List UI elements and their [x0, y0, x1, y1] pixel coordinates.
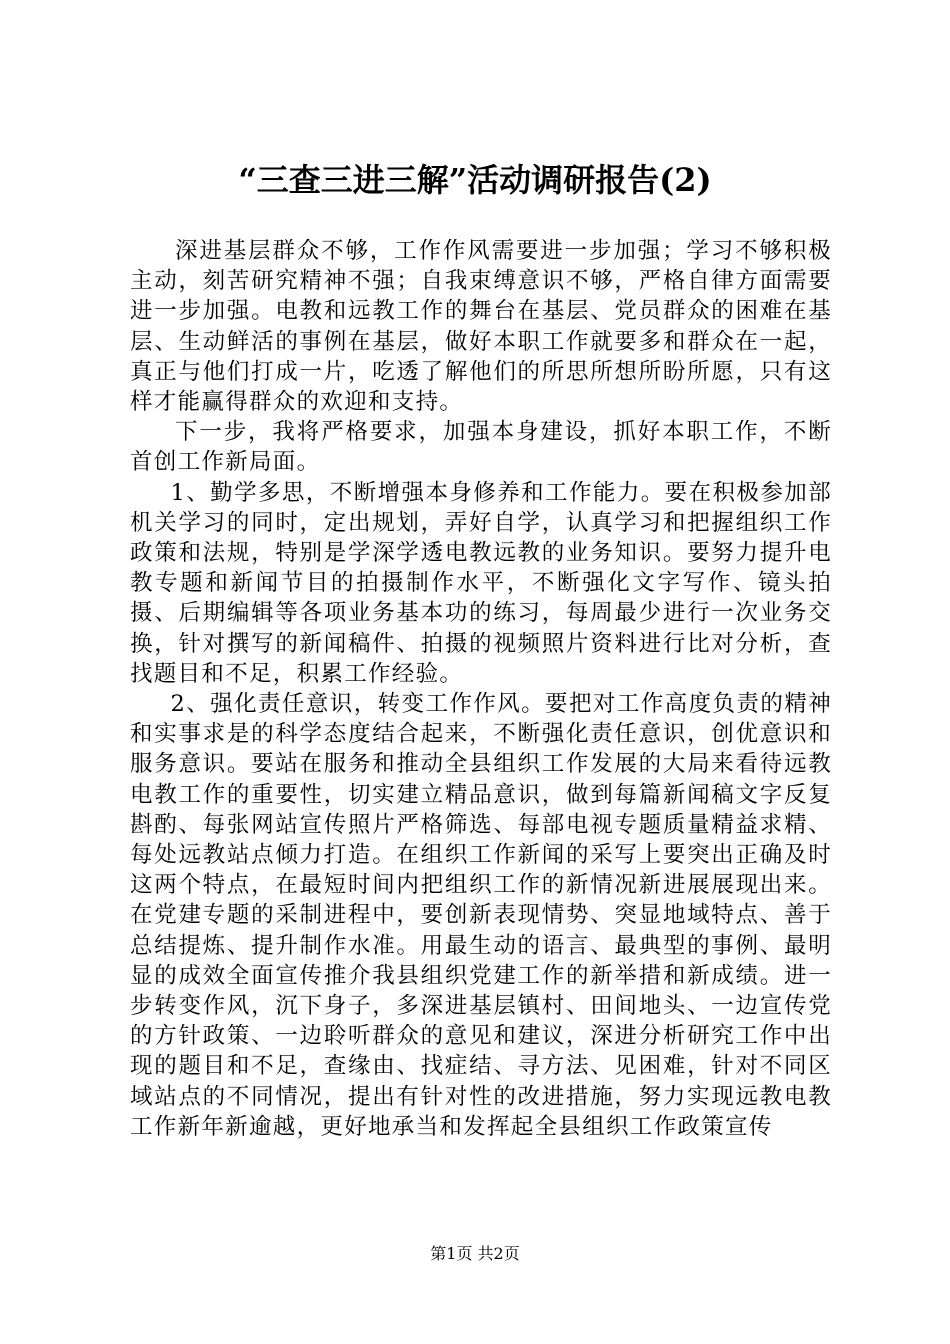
body-paragraph: 下一步，我将严格要求，加强本身建设，抓好本职工作，不断首创工作新局面。 — [130, 419, 832, 476]
body-paragraph: 深进基层群众不够，工作作风需要进一步加强；学习不够积极主动，刻苦研究精神不强；自我束缚意识不够，严格自律方面需要进一步加强。电教和远教工作的舞台在基层、党员群众的困难在基层、生动鲜活的事例在基层，做好本职工作就要多和群众在一起，真正与他们打成一片，吃透了解他们的所思所想所盼所愿，只有这样才能赢得群众的欢迎和支持。 — [130, 238, 832, 416]
body-paragraph: 2、强化责任意识，转变工作作风。要把对工作高度负责的精神和实事求是的科学态度结合起来，不断强化责任意识，创优意识和服务意识。要站在服务和推动全县组织工作发展的大局来看待远教电教工作的重要性，切实建立精品意识，做到每篇新闻稿文字反复斟酌、每张网站宣传照片严格筛选、每部电视专题质量精益求精、每处远教站点倾力打造。在组织工作新闻的采写上要突出正确及时这两个特点，在最短时间内把组织工作的新情况新进展展现出来。在党建专题的采制进程中，要创新表现情势、突显地域特点、善于总结提炼、提升制作水准。用最生动的语言、最典型的事例、最明显的成效全面宣传推介我县组织党建工作的新举措和新成绩。进一步转变作风，沉下身子，多深进基层镇村、田间地头、一边宣传党的方针政策、一边聆听群众的意见和建议，深进分析研究工作中出现的题目和不足，查缘由、找症结、寻方法、见困难，针对不同区域站点的不同情况，提出有针对性的改进措施，努力实现远教电教工作新年新逾越，更好地承当和发挥起全县组织工作政策宣传 — [130, 691, 832, 1140]
document-title: “三查三进三解”活动调研报告(2) — [238, 161, 712, 199]
document-body — [130, 236, 832, 1142]
body-paragraph: 1、勤学多思，不断增强本身修养和工作能力。要在积极参加部机关学习的同时，定出规划，弄好自学，认真学习和把握组织工作政策和法规，特别是学深学透电教远教的业务知识。要努力提升电教专题和新闻节目的拍摄制作水平，不断强化文字写作、镜头拍摄、后期编辑等各项业务基本功的练习，每周最少进行一次业务交换，针对撰写的新闻稿件、拍摄的视频照片资料进行比对分析，查找题目和不足，积累工作经验。 — [130, 479, 832, 687]
page-number-footer: 第1页 共2页 — [430, 1244, 520, 1263]
